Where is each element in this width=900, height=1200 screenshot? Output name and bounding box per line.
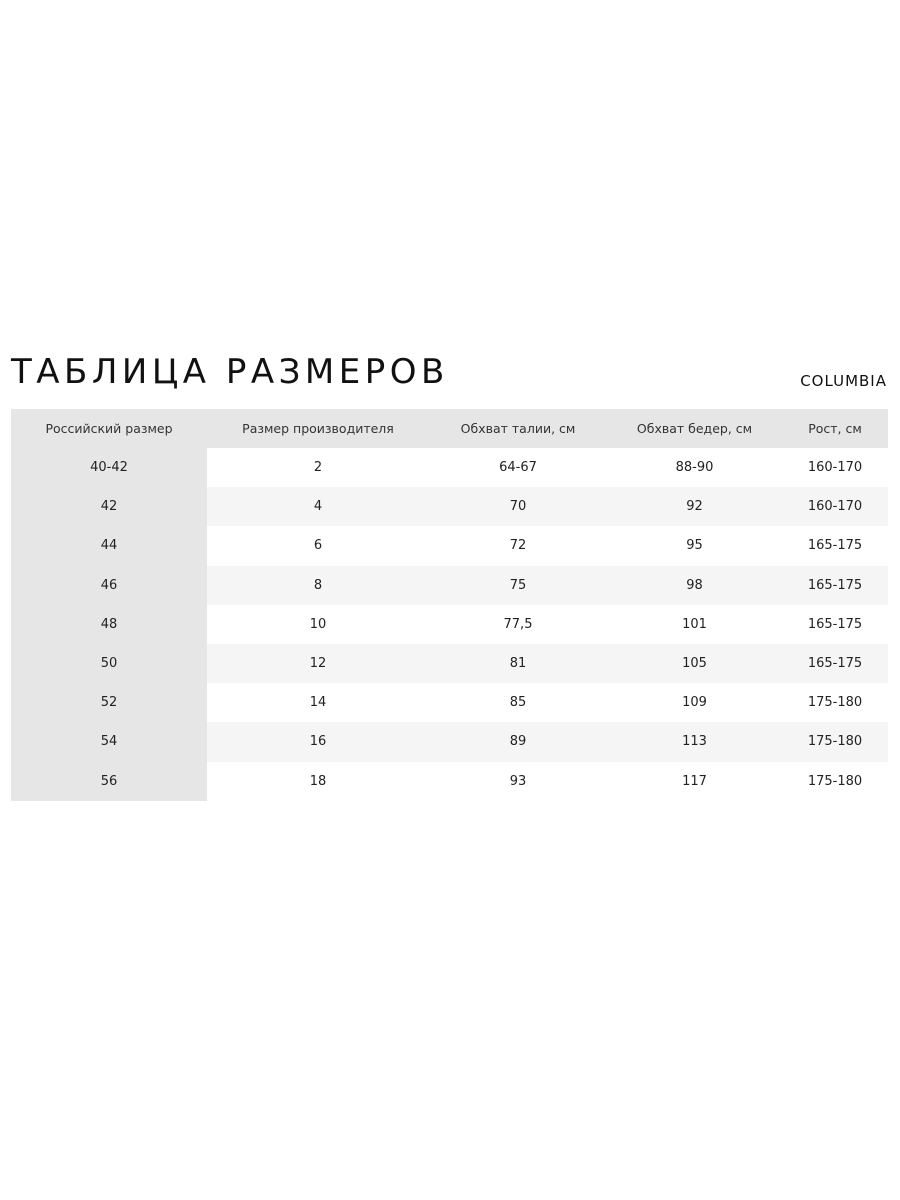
size-table bbox=[11, 409, 888, 801]
cell-hips: 95 bbox=[607, 526, 782, 565]
cell-manufacturer-size: 6 bbox=[207, 526, 429, 565]
cell-manufacturer-size: 12 bbox=[207, 644, 429, 683]
cell-height: 160-170 bbox=[782, 487, 888, 526]
cell-height: 165-175 bbox=[782, 644, 888, 683]
cell-russian-size: 40-42 bbox=[11, 448, 207, 487]
cell-height: 175-180 bbox=[782, 683, 888, 722]
cell-hips: 98 bbox=[607, 566, 782, 605]
cell-waist: 64-67 bbox=[429, 448, 607, 487]
cell-russian-size: 52 bbox=[11, 683, 207, 722]
cell-waist: 85 bbox=[429, 683, 607, 722]
cell-manufacturer-size: 10 bbox=[207, 605, 429, 644]
header-russian-size: Российский размер bbox=[45, 421, 173, 436]
cell-russian-size: 48 bbox=[11, 605, 207, 644]
cell-manufacturer-size: 8 bbox=[207, 566, 429, 605]
cell-waist: 70 bbox=[429, 487, 607, 526]
cell-waist: 72 bbox=[429, 526, 607, 565]
header-height: Рост, см bbox=[808, 421, 862, 436]
cell-height: 165-175 bbox=[782, 605, 888, 644]
cell-russian-size: 44 bbox=[11, 526, 207, 565]
cell-manufacturer-size: 4 bbox=[207, 487, 429, 526]
table-row bbox=[11, 526, 888, 565]
cell-russian-size: 50 bbox=[11, 644, 207, 683]
header-hips: Обхват бедер, см bbox=[636, 421, 753, 436]
cell-waist: 81 bbox=[429, 644, 607, 683]
cell-russian-size: 42 bbox=[11, 487, 207, 526]
table-row bbox=[11, 487, 888, 526]
cell-hips: 113 bbox=[607, 722, 782, 761]
brand-label: COLUMBIA bbox=[800, 372, 887, 390]
cell-height: 165-175 bbox=[782, 526, 888, 565]
cell-manufacturer-size: 18 bbox=[207, 762, 429, 801]
cell-height: 175-180 bbox=[782, 762, 888, 801]
cell-waist: 75 bbox=[429, 566, 607, 605]
cell-hips: 88-90 bbox=[607, 448, 782, 487]
table-row bbox=[11, 644, 888, 683]
cell-waist: 89 bbox=[429, 722, 607, 761]
cell-manufacturer-size: 14 bbox=[207, 683, 429, 722]
cell-manufacturer-size: 16 bbox=[207, 722, 429, 761]
table-header-row bbox=[11, 409, 888, 448]
header-manufacturer-size: Размер производителя bbox=[242, 421, 394, 436]
cell-hips: 117 bbox=[607, 762, 782, 801]
cell-russian-size: 54 bbox=[11, 722, 207, 761]
cell-height: 175-180 bbox=[782, 722, 888, 761]
cell-russian-size: 46 bbox=[11, 566, 207, 605]
cell-hips: 92 bbox=[607, 487, 782, 526]
cell-hips: 109 bbox=[607, 683, 782, 722]
table-row bbox=[11, 722, 888, 761]
header-waist: Обхват талии, см bbox=[460, 421, 576, 436]
cell-hips: 101 bbox=[607, 605, 782, 644]
table-row bbox=[11, 762, 888, 801]
cell-manufacturer-size: 2 bbox=[207, 448, 429, 487]
cell-waist: 77,5 bbox=[429, 605, 607, 644]
cell-waist: 93 bbox=[429, 762, 607, 801]
table-row bbox=[11, 683, 888, 722]
cell-height: 160-170 bbox=[782, 448, 888, 487]
cell-russian-size: 56 bbox=[11, 762, 207, 801]
cell-height: 165-175 bbox=[782, 566, 888, 605]
table-row bbox=[11, 566, 888, 605]
cell-hips: 105 bbox=[607, 644, 782, 683]
size-chart-title: ТАБЛИЦА РАЗМЕРОВ bbox=[11, 352, 449, 392]
table-row bbox=[11, 448, 888, 487]
table-row bbox=[11, 605, 888, 644]
